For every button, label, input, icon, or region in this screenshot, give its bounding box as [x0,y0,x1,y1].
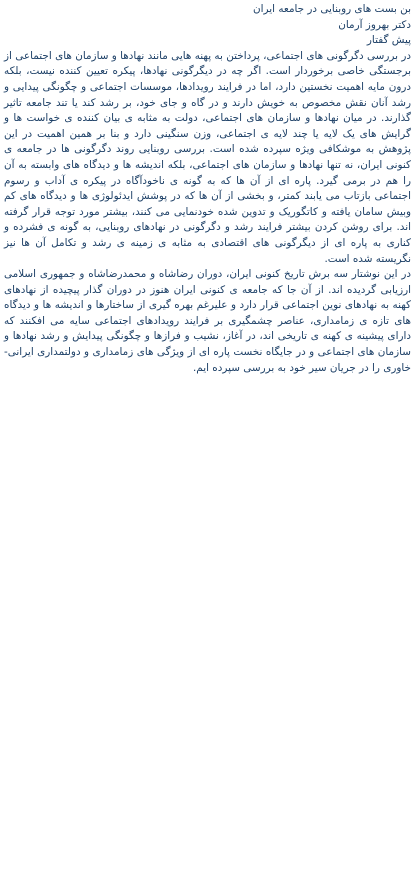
section-heading: پیش گفتار [366,34,411,47]
document-body [4,2,411,376]
author-line: دکتر بهروز آرمان [338,18,411,31]
body-paragraph: در بررسی دگرگونی های اجتماعی، پرداختن به پهنه هایی مانند نهادها و سازمان های اجتماعی از برجستگی خاصی برخوردار است. اگر چه در دیگرگونی نهادها، پیکره تعیین کننده نیست، بلکه درون مایه اهمیت نخستین دارد، اما در فرایند رویدادها، موسسات اجتماعی و چگونگی پیدایی و رشد آنان نقش مخصوص به خویش دارند و در گاه و جای خود، بر رشد کند یا تند جامعه تاثیر گذارند. در میان نهادها و سازمان های اجتماعی، دولت به مثابه ی بیان کننده ی خواست ها و گرایش های یک لایه یا چند لایه ی اجتماعی، وزن سنگینی دارد و بنا بر همین اهمیت در این پژوهش به موشکافی ویژه سپرده شده است. بررسی روبنایی روند دگرگونی ها در جامعه ی کنونی ایران، نه تنها نهادها و سازمان های اجتماعی، بلکه اندیشه ها و دیدگاه های وابسته به آن را هم در برمی گیرد. پاره ای از آن ها که به گونه ی ناخودآگاه در پیکره ی آداب و رسوم اجتماعی بازتاب می یابند کمتر، و بخشی از آن ها که در پوشش ایدئولوژی ها و دیدگاه های کم وبیش سامان یافته و کاتگوریک و تدوین شده خودنمایی می کنند، بیشتر مورد توجه قرار گرفته اند. برای روشن کردن بیشتر فرایند رشد و دگرگونی در نهادهای روبنایی، به گونه ی فشرده و کناری به پاره ای از دیگرگونی های اقتصادی به مثابه ی زمینه ی رشد و تکامل آن ها نیز نگریسته شده است. [4,49,411,265]
body-paragraph: در این نوشتار سه برش تاریخ کنونی ایران، دوران رضاشاه و محمدرضاشاه و جمهوری اسلامی ارزیابی گردیده اند. از آن جا که جامعه ی کنونی ایران هنوز در دوران گذار پیچیده از نهادهای کهنه به نهادهای نوین اجتماعی قرار دارد و علیرغم بهره گیری از ساختارها و اندیشه ها و دیدگاه های تازه ی زمامداری، عناصر چشمگیری بر فرایند رویدادهای اجتماعی سایه می افکنند که دارای پیشینه ی کهنه ی تاریخی اند، در آغاز، نشیب و فرازها و چگونگی پیدایش و رشد نهادها و سازمان های اجتماعی و در جایگاه نخست پاره ای از ویژگی های زمامداری و دولتمداری ایرانی-خاوری را در جریان سیر خود به بررسی سپرده ایم. [4,268,411,374]
document-title: بن بست های روبنایی در جامعه ایران [253,3,411,15]
